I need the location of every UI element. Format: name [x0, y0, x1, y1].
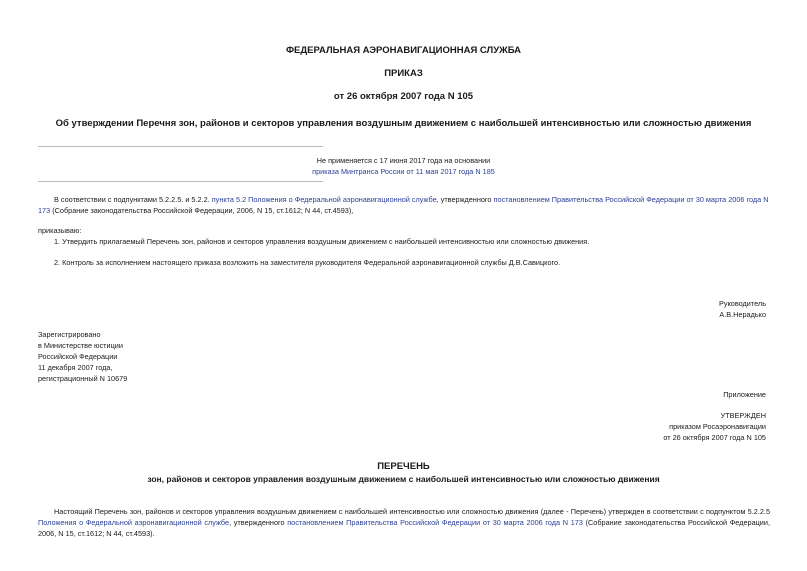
doc-title: Об утверждении Перечня зон, районов и секторов управления воздушным движением с наибольшей интенсивностью или сложностью движения	[55, 118, 752, 129]
signature-name: А.В.Нерадько	[719, 310, 766, 319]
intro-paragraph	[38, 194, 770, 216]
intro-text-2: , утвержденного	[436, 195, 494, 204]
closing-paragraph	[38, 506, 770, 539]
list-subtitle: зон, районов и секторов управления воздушным движением с наибольшей интенсивностью или сложностью движения	[147, 474, 660, 484]
registration-line: в Министерстве юстиции	[38, 341, 123, 350]
appendix-approved: УТВЕРЖДЕН	[720, 411, 766, 420]
closing-text-3: (Собрание законодательства Российской Федерации, 2006, N 15, ст.1612; N 44, ст.4593).	[38, 518, 770, 538]
intro-text-1: В соответствии с подпунктами 5.2.2.5. и 5.2.2.	[54, 195, 212, 204]
divider-top	[38, 146, 323, 147]
registration-line: Зарегистрировано	[38, 330, 101, 339]
doc-type: ПРИКАЗ	[384, 68, 423, 79]
order-item-2: 2. Контроль за исполнением настоящего приказа возложить на заместителя руководителя Федеральной аэронавигационной службы Д.В.Савицкого.	[54, 258, 561, 267]
appendix-label: Приложение	[723, 390, 766, 399]
divider-bottom	[38, 181, 323, 182]
doc-date: от 26 октября 2007 года N 105	[333, 91, 474, 102]
notice-link-wrap	[0, 166, 807, 177]
signature-role: Руководитель	[718, 299, 766, 308]
closing-link-decree[interactable]: постановлением Правительства Российской Федерации от 30 марта 2006 года N 173	[287, 518, 583, 527]
closing-text-1: Настоящий Перечень зон, районов и секторов управления воздушным движением с наибольшей интенсивностью или сложностью движения (далее - Перечень) утвержден в соответствии с подпунктом 5.2.2.5	[54, 507, 770, 516]
appendix-by: приказом Росаэронавигации	[669, 422, 766, 431]
intro-link-decree[interactable]: постановлением Правительства Российской Федерации от 30 марта 2006 года N 173	[38, 195, 769, 215]
appendix-date: от 26 октября 2007 года N 105	[663, 433, 766, 442]
order-item-1: 1. Утвердить прилагаемый Перечень зон, районов и секторов управления воздушным движением с наибольшей интенсивностью или сложностью движения.	[54, 237, 590, 246]
list-title: ПЕРЕЧЕНЬ	[377, 461, 430, 472]
notice-link[interactable]: приказа Минтранса России от 11 мая 2017 года N 185	[312, 167, 495, 176]
registration-line: 11 декабря 2007 года,	[38, 363, 113, 372]
order-word: приказываю:	[38, 226, 82, 235]
intro-link-regulation[interactable]: пункта 5.2 Положения о Федеральной аэронавигационной службе	[211, 195, 437, 204]
registration-block	[38, 329, 127, 384]
agency-name: ФЕДЕРАЛЬНАЯ АЭРОНАВИГАЦИОННАЯ СЛУЖБА	[285, 45, 522, 56]
notice-text: Не применяется с 17 июня 2017 года на основании	[316, 156, 491, 165]
closing-text-2: , утвержденного	[229, 518, 288, 527]
closing-link-regulation[interactable]: Положения о Федеральной аэронавигационной службе	[38, 518, 230, 527]
registration-line: регистрационный N 10679	[38, 374, 128, 383]
registration-line: Российской Федерации	[38, 352, 118, 361]
intro-text-3: (Собрание законодательства Российской Федерации, 2006, N 15, ст.1612; N 44, ст.4593),	[50, 206, 354, 215]
